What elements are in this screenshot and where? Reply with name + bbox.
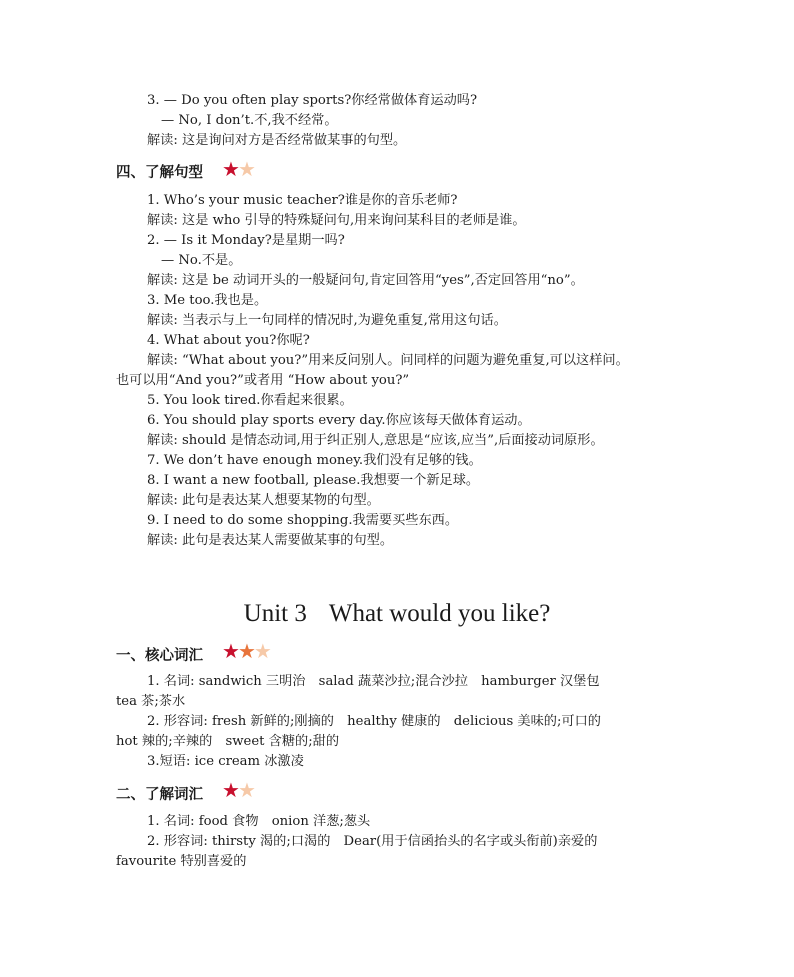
unit-number: Unit 3 [243, 600, 307, 627]
sentence-line: 2. — Is it Monday?是星期一吗? [147, 233, 345, 248]
sentence-line: 5. You look tired.你看起来很累。 [147, 393, 353, 408]
vocab-line: hot 辣的;辛辣的 sweet 含糖的;甜的 [116, 734, 340, 749]
star-icon: ★ [237, 778, 256, 802]
note-line: 解读: “What about you?”用来反问别人。问同样的问题为避免重复,可以这样问。 [147, 353, 629, 368]
note-line: 也可以用“And you?”或者用 “How about you?” [116, 373, 410, 388]
star-icon: ★ [222, 157, 240, 181]
vocab-line: 1. 名词: food 食物 onion 洋葱;葱头 [147, 814, 371, 829]
note-line: 解读: 此句是表达某人想要某物的句型。 [147, 493, 380, 508]
sentence-3-answer: — No, I don’t.不,我不经常。 [161, 113, 338, 128]
section-2-heading: 二、了解词汇 [116, 787, 203, 803]
vocab-line: 3.短语: ice cream 冰激凌 [147, 754, 304, 769]
sentence-line: 6. You should play sports every day.你应该每天做体育运动。 [147, 413, 531, 428]
vocab-line: 2. 形容词: thirsty 渴的;口渴的 Dear(用于信函抬头的名字或头衔前)亲爱的 [147, 834, 598, 849]
vocab-line: tea 茶;茶水 [116, 694, 186, 709]
note-line: 解读: 当表示与上一句同样的情况时,为避免重复,常用这句话。 [147, 313, 507, 328]
sentence-3-note: 解读: 这是询问对方是否经常做某事的句型。 [147, 133, 407, 148]
star-icon: ★ [237, 639, 256, 663]
unit-name: What would you like? [328, 600, 551, 627]
star-icon: ★ [237, 157, 256, 181]
sentence-3-question: 3. — Do you often play sports?你经常做体育运动吗? [147, 93, 478, 108]
sentence-line: 9. I need to do some shopping.我需要买些东西。 [147, 513, 459, 528]
star-icon: ★ [222, 639, 240, 663]
unit-title [0, 598, 794, 630]
section-4-heading: 四、了解句型 [116, 165, 203, 181]
difficulty-stars [222, 159, 254, 179]
note-line: 解读: 这是 who 引导的特殊疑问句,用来询问某科目的老师是谁。 [147, 213, 526, 228]
note-line: 解读: 这是 be 动词开头的一般疑问句,肯定回答用“yes”,否定回答用“no”。 [147, 273, 584, 288]
star-icon: ★ [253, 639, 272, 663]
sentence-line: 8. I want a new football, please.我想要一个新足球。 [147, 473, 480, 488]
sentence-line: 4. What about you?你呢? [147, 333, 310, 348]
difficulty-stars [222, 641, 270, 661]
note-line: 解读: should 是情态动词,用于纠正别人,意思是“应该,应当”,后面接动词原形。 [147, 433, 604, 448]
difficulty-stars [222, 780, 254, 800]
sentence-line: — No.不是。 [161, 253, 242, 268]
section-1-heading: 一、核心词汇 [116, 648, 203, 664]
sentence-line: 7. We don’t have enough money.我们没有足够的钱。 [147, 453, 482, 468]
sentence-line: 1. Who’s your music teacher?谁是你的音乐老师? [147, 193, 458, 208]
note-line: 解读: 此句是表达某人需要做某事的句型。 [147, 533, 394, 548]
sentence-line: 3. Me too.我也是。 [147, 293, 268, 308]
star-icon: ★ [222, 778, 240, 802]
vocab-line: 2. 形容词: fresh 新鲜的;刚摘的 healthy 健康的 delicious 美味的;可口的 [147, 714, 601, 729]
vocab-line: 1. 名词: sandwich 三明治 salad 蔬菜沙拉;混合沙拉 hamburger 汉堡包 [147, 674, 600, 689]
vocab-line: favourite 特别喜爱的 [116, 854, 247, 869]
